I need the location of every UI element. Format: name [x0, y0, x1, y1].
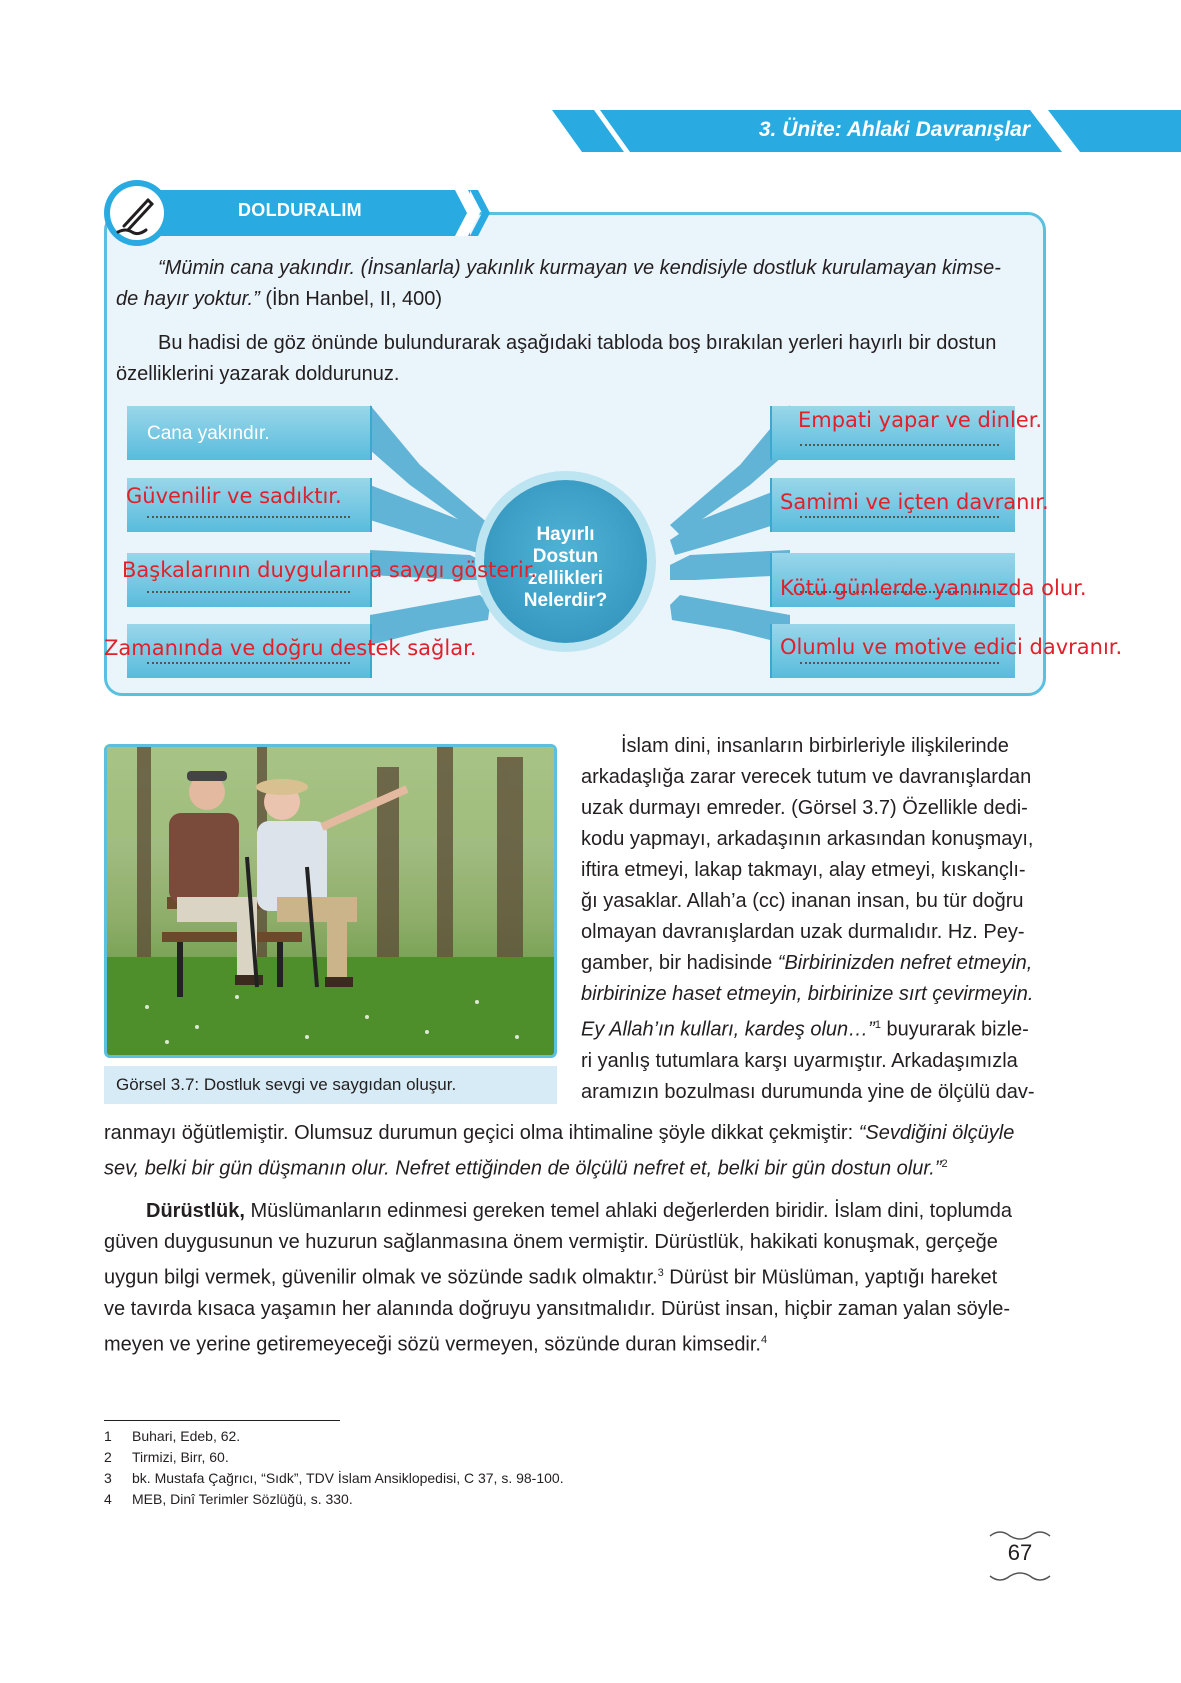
left-answer-3: Zamanında ve doğru destek sağlar.: [104, 636, 477, 660]
honesty-paragraph: Dürüstlük, Müslümanların edinmesi gereken temel ahlaki değerlerden biridir. İslam dini, toplumda güven duygusunun ve huzurun sağlanmasına önem vermiştir. Dürüstlük, hakikati konuşmak, gerçeğe uygun bilgi vermek, güvenilir olmak ve sözünde sadık olmaktır.$^3$ Dürüst bir Müslüman, yaptığı hareket ve tavırda kısaca yaşamın her alanında doğruyu yansıtmalıdır. Dürüst insan, hiçbir zaman yalan söyle- meyen ve yerine getiremeyeceği sözü vermeyen, sözünde duran kimsedir.$^4$: [104, 1200, 1012, 1356]
body-paragraph-continuation: ranmayı öğütlemiştir. Olumsuz durumun geçici olma ihtimaline şöyle dikkat çekmiştir: “Sevdiğini ölçüyle sev, belki bir gün düşmanın olur. Nefret ettiğinden de ölçülü nefret et, belki bir gün dostun olur.”$^2$: [104, 1122, 1015, 1180]
activity-label: DOLDURALIM: [238, 200, 362, 220]
page-number: 67: [1007, 1540, 1033, 1565]
photo-friends-on-bench: [104, 744, 557, 1058]
left-box-1: [127, 406, 372, 460]
right-answer-1: Empati yapar ve dinler.: [798, 408, 1043, 432]
footnote-2-text: Tirmizi, Birr, 60.: [132, 1449, 229, 1465]
unit-title: 3. Ünite: Ahlaki Davranışlar: [758, 118, 1030, 141]
unit-header-ribbon: [0, 0, 1181, 170]
left-box-1-text: Cana yakındır.: [147, 423, 270, 444]
diagram-center-title: Hayırlı Dostun zellikleri Nelerdir?: [523, 524, 608, 611]
instruction-line-2: özelliklerini yazarak doldurunuz.: [116, 363, 400, 385]
pencil-icon: [102, 178, 172, 248]
hadith-line-1: “Mümin cana yakındır. (İnsanlarla) yakınlık kurmayan ve kendisiyle dostluk kurulamayan kimse-: [158, 257, 1001, 279]
left-answer-1: Güvenilir ve sadıktır.: [126, 484, 342, 508]
body-paragraph-column: İslam dini, insanların birbirleriyle ilişkilerinde arkadaşlığa zarar verecek tutum ve davranışlardan uzak durmayı emreder. (Görsel 3.7) Özellikle dedi- kodu yapmayı, arkadaşının arkasından konuşmayı, iftira etmeyi, lakap takmayı, alay etmeyi, kıskançlı- ğı yasaklar. Allah’a (cc) inanan insan, bu tür doğru olmayan davranışlardan uzak durmalıdır. Hz. Pey- gamber, bir hadisinde “Birbirinizden nefret etmeyin, birbirinize haset etmeyin, birbirinize sırt çevirmeyin. Ey Allah’ın kulları, kardeş olun…”$^1$ buyurarak bizle- ri yanlış tutumlara karşı uyarmıştır. Arkadaşımızla aramızın bozulması durumunda yine de ölçülü dav-: [581, 735, 1035, 1103]
right-answer-4: Olumlu ve motive edici davranır.: [780, 635, 1123, 659]
footnote-3-text: bk. Mustafa Çağrıcı, “Sıdk”, TDV İslam Ansiklopedisi, C 37, s. 98-100.: [132, 1470, 564, 1486]
footnote-4-text: MEB, Dinî Terimler Sözlüğü, s. 330.: [132, 1491, 353, 1507]
footnote-1-text: Buhari, Edeb, 62.: [132, 1428, 241, 1444]
footnote-1-number: 1: [104, 1428, 112, 1444]
right-answer-2: Samimi ve içten davranır.: [780, 490, 1049, 514]
footnote-4-number: 4: [104, 1491, 112, 1507]
instruction-line-1: Bu hadisi de göz önünde bulundurarak aşağıdaki tabloda boş bırakılan yerleri hayırlı bir dostun: [158, 332, 997, 354]
footnote-3-number: 3: [104, 1470, 112, 1486]
left-answer-2: Başkalarının duygularına saygı gösterir.: [122, 558, 538, 582]
right-answer-3: Kötü günlerde yanınızda olur.: [780, 576, 1087, 600]
footnote-2-number: 2: [104, 1449, 112, 1465]
footnote-divider: [104, 1420, 340, 1421]
figure-caption: Görsel 3.7: Dostluk sevgi ve saygıdan oluşur.: [116, 1075, 457, 1094]
hadith-line-2: de hayır yoktur.” (İbn Hanbel, II, 400): [116, 288, 443, 310]
